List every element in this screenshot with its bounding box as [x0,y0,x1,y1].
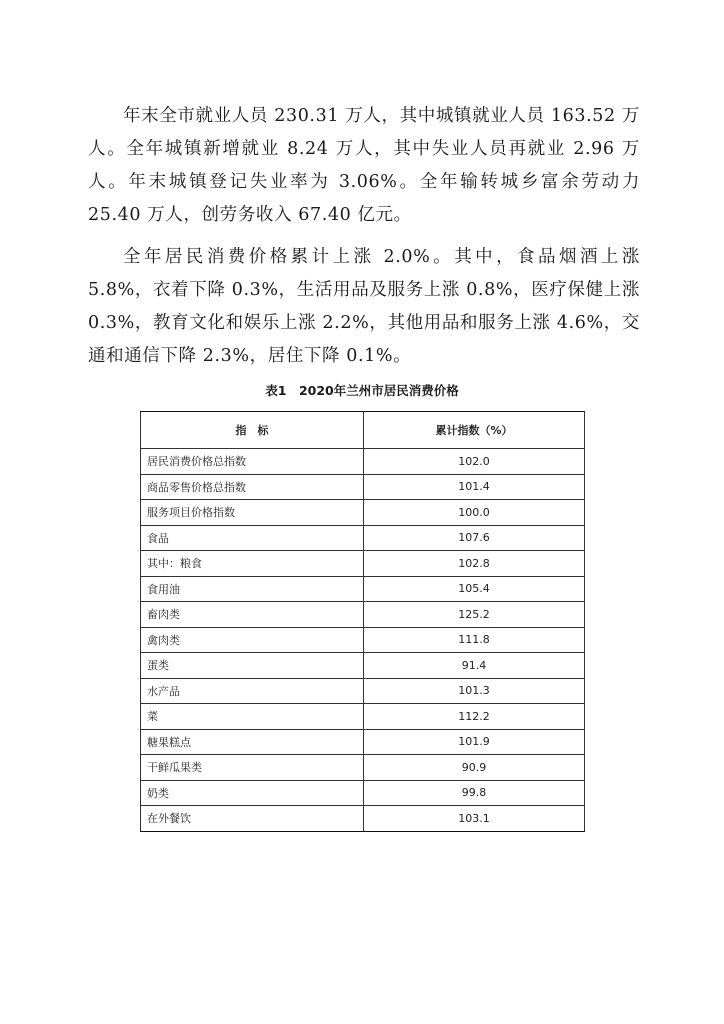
row-indicator-name: 在外餐饮 [141,806,364,832]
header-indicator: 指 标 [141,412,364,449]
row-indicator-name: 水产品 [141,678,364,704]
paragraph-consumer-prices: 全年居民消费价格累计上涨 2.0%。其中，食品烟酒上涨 5.8%，衣着下降 0.3%，生活用品及服务上涨 0.8%，医疗保健上涨 0.3%，教育文化和娱乐上涨 2.2%，其他用品和服务上涨 4.6%，交通和通信下降 2.3%，居住下降 0.1%。 [88,247,640,366]
row-indicator-name: 糖果糕点 [141,729,364,755]
row-index-value: 101.4 [364,474,585,500]
row-index-value: 101.3 [364,678,585,704]
header-cumulative-index: 累计指数（%） [364,412,585,449]
table-header-row [141,412,585,449]
row-index-value: 101.9 [364,729,585,755]
table-row [141,729,585,755]
table-row [141,627,585,653]
table-row [141,780,585,806]
row-indicator-name: 其中：粮食 [141,551,364,577]
table-caption: 表1 2020年兰州市居民消费价格 [265,383,459,398]
row-index-value: 100.0 [364,500,585,526]
table-row [141,474,585,500]
table-row [141,449,585,475]
table-row [141,755,585,781]
row-indicator-name: 服务项目价格指数 [141,500,364,526]
table-row [141,806,585,832]
row-indicator-name: 禽肉类 [141,627,364,653]
row-indicator-name: 奶类 [141,780,364,806]
row-index-value: 103.1 [364,806,585,832]
row-index-value: 99.8 [364,780,585,806]
row-indicator-name: 蛋类 [141,653,364,679]
row-indicator-name: 食品 [141,525,364,551]
row-index-value: 102.0 [364,449,585,475]
row-index-value: 112.2 [364,704,585,730]
table-row [141,653,585,679]
row-indicator-name: 食用油 [141,576,364,602]
row-indicator-name: 畜肉类 [141,602,364,628]
table-row [141,678,585,704]
row-index-value: 125.2 [364,602,585,628]
row-index-value: 111.8 [364,627,585,653]
row-indicator-name: 居民消费价格总指数 [141,449,364,475]
table-row [141,525,585,551]
table-row [141,551,585,577]
paragraph-employment: 年末全市就业人员 230.31 万人，其中城镇就业人员 163.52 万人。全年城镇新增就业 8.24 万人，其中失业人员再就业 2.96 万人。年末城镇登记失业率为 3.06%。全年输转城乡富余劳动力 25.40 万人，创劳务收入 67.40 亿元。 [88,106,640,225]
table-row [141,576,585,602]
table-body [141,449,585,832]
table-row [141,704,585,730]
row-index-value: 90.9 [364,755,585,781]
row-indicator-name: 商品零售价格总指数 [141,474,364,500]
consumer-price-table [140,411,585,832]
table-row [141,500,585,526]
row-indicator-name: 干鲜瓜果类 [141,755,364,781]
row-index-value: 91.4 [364,653,585,679]
row-index-value: 105.4 [364,576,585,602]
row-index-value: 102.8 [364,551,585,577]
table-row [141,602,585,628]
row-indicator-name: 菜 [141,704,364,730]
row-index-value: 107.6 [364,525,585,551]
